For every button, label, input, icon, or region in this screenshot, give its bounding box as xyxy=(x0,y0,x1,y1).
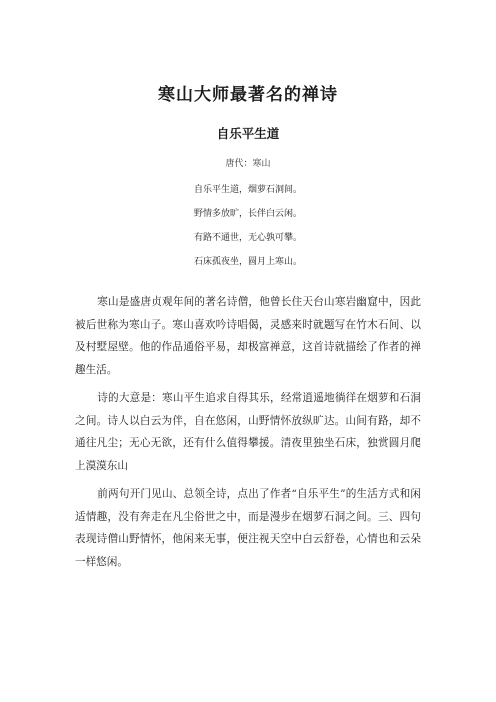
commentary xyxy=(75,291,421,579)
document-title: 寒山大师最著名的禅诗 xyxy=(158,85,338,105)
poem-lines xyxy=(0,178,496,274)
paragraph-analysis: 前两句开门见山、总领全诗，点出了作者“自乐平生”的生活方式和闲适情趣，没有奔走在凡尘俗世之中，而是漫步在烟萝石洞之间。三、四句表现诗僧山野情怀，他闲来无事，便注视天空中白云舒卷，心情也和云朵一样悠闲。 xyxy=(75,488,421,568)
poem-line: 野情多放旷，长伴白云闲。 xyxy=(193,209,302,219)
poem-title: 自乐平生道 xyxy=(216,126,280,141)
paragraph-intro: 寒山是盛唐贞观年间的著名诗僧，他曾长住天台山寒岩幽窟中，因此被后世称为寒山子。寒山喜欢吟诗唱偈，灵感来时就题写在竹木石间、以及村墅屋壁。他的作品通俗平易，却极富禅意，这首诗就描绘了作者的禅趣生活。 xyxy=(75,296,421,376)
paragraph-meaning: 诗的大意是：寒山平生追求自得其乐，经常逍遥地徜徉在烟萝和石洞之间。诗人以白云为伴，自在悠闲，山野情怀放纵旷达。山间有路，却不通往凡尘；无心无欲，还有什么值得攀援。清夜里独坐石床，独赏圆月爬上漠漠东山 xyxy=(75,392,421,472)
poem-line: 石床孤夜坐，圆月上寒山。 xyxy=(193,257,302,267)
poem-line: 有路不通世，无心孰可攀。 xyxy=(193,233,302,243)
poem-line: 自乐平生道，烟萝石洞间。 xyxy=(193,185,302,195)
poem-author: 唐代：寒山 xyxy=(225,159,271,169)
